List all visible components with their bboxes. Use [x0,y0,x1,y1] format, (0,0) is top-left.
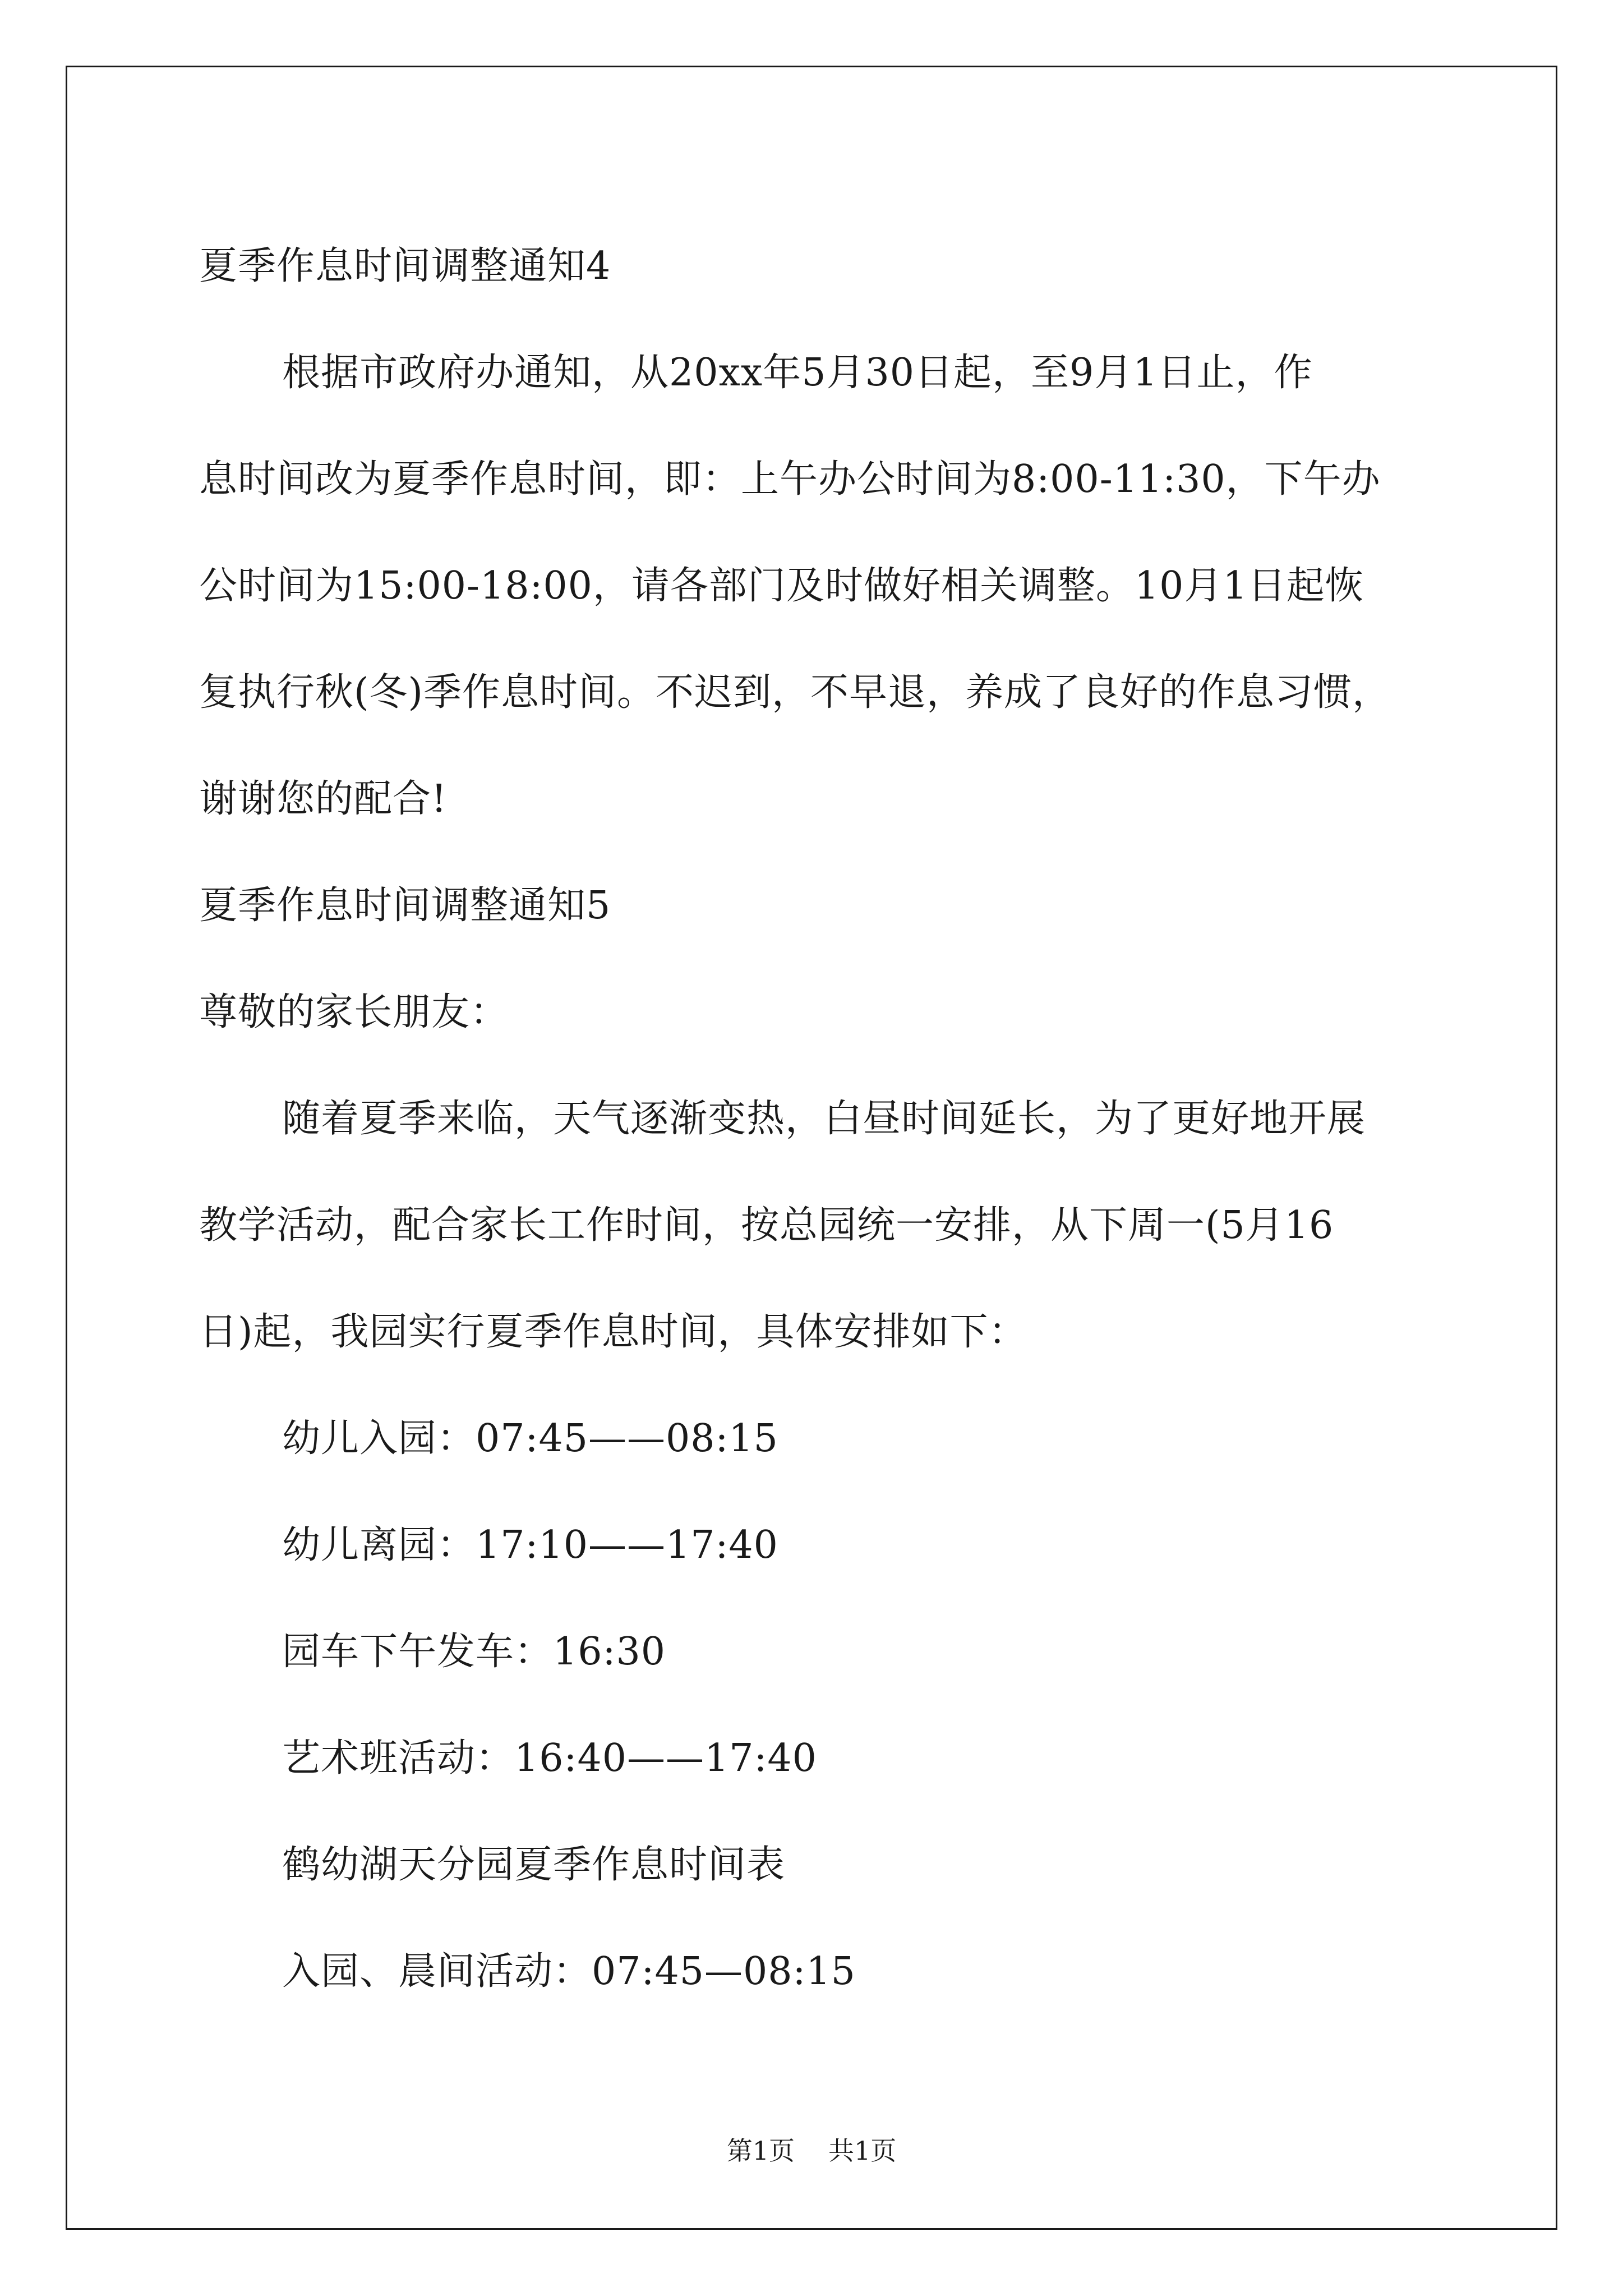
paragraph-line: 日)起，我园实行夏季作息时间，具体安排如下： [199,1310,1027,1354]
paragraph-line: 息时间改为夏季作息时间，即：上午办公时间为8:00-11:30，下午办 [199,457,1381,501]
schedule-item: 幼儿入园：07:45——08:15 [282,1416,778,1461]
salutation: 尊敬的家长朋友： [199,990,509,1034]
paragraph-line: 根据市政府办通知，从20xx年5月30日起，至9月1日止，作 [282,351,1313,395]
paragraph-line: 复执行秋(冬)季作息时间。不迟到，不早退，养成了良好的作息习惯， [199,670,1391,715]
page-footer [0,2131,1623,2168]
page-number-total: 共1页 [828,2136,897,2166]
paragraph-line: 谢谢您的配合! [199,777,448,821]
page-number-current: 第1页 [726,2136,795,2166]
paragraph-line: 教学活动，配合家长工作时间，按总园统一安排，从下周一(5月16 [199,1203,1334,1248]
schedule-item: 艺术班活动：16:40——17:40 [282,1736,817,1780]
paragraph-line: 随着夏季来临，天气逐渐变热，白昼时间延长，为了更好地开展 [282,1097,1366,1141]
schedule-item: 幼儿离园：17:10——17:40 [282,1523,778,1567]
schedule-item: 入园、晨间活动：07:45—08:15 [282,1949,856,1994]
paragraph-line: 公时间为15:00-18:00，请各部门及时做好相关调整。10月1日起恢 [199,564,1364,608]
schedule-item: 园车下午发车：16:30 [282,1630,666,1674]
heading-notice-4: 夏季作息时间调整通知4 [199,244,611,288]
schedule-title: 鹤幼湖天分园夏季作息时间表 [282,1843,786,1887]
document-body [199,213,1467,2025]
heading-notice-5: 夏季作息时间调整通知5 [199,884,611,928]
